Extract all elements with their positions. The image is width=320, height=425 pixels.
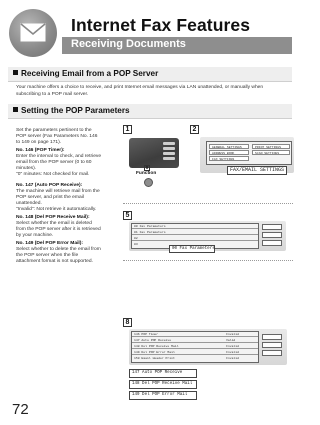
page-number: 72 (12, 401, 29, 418)
step-number: 8 (123, 318, 132, 327)
auto-pop-receive-callout[interactable]: 147 Auto POP Receive (129, 369, 197, 378)
step-number: 5 (123, 211, 132, 220)
lcd-row[interactable]: 146 POP Timer Invalid (132, 332, 258, 337)
lcd-row[interactable]: 148 Del POP Receive Mail Invalid (132, 344, 258, 349)
panel-button (163, 147, 175, 150)
lcd-softkey-button[interactable] (262, 350, 282, 356)
lcd-row[interactable]: 150 Email Header Print Invalid (134, 356, 239, 360)
function-key-label: Function (136, 171, 157, 176)
fax-email-settings-callout[interactable]: FAX/EMAIL SETTINGS (227, 166, 287, 175)
control-panel-image (129, 138, 179, 168)
del-pop-error-mail-callout[interactable]: 149 Del POP Error Mail (129, 391, 197, 400)
envelope-icon (9, 9, 57, 57)
bullet-square-icon (13, 107, 18, 112)
function-key-tag: 8 (145, 165, 149, 170)
fax-parameters-callout[interactable]: 00 Fax Parameters (169, 245, 215, 253)
panel-button (163, 152, 175, 155)
lcd-softkey-button[interactable] (262, 224, 282, 230)
lcd-menu-item[interactable]: ADDRESS BOOK (209, 150, 249, 155)
lcd-row[interactable]: 02 (132, 236, 258, 241)
step-divider (123, 203, 293, 204)
function-key-button[interactable] (144, 178, 153, 187)
del-pop-receive-mail-callout[interactable]: 148 Del POP Receive Mail (129, 380, 197, 389)
bullet-square-icon (13, 70, 18, 75)
section-heading-pop-parameters: Setting the POP Parameters (13, 106, 130, 115)
lcd-softkey-button[interactable] (262, 342, 282, 348)
lcd-screen (131, 331, 259, 363)
panel-button (163, 157, 175, 160)
parameter-149-block: No. 149 (Del POP Error Mail): Select whether to delete the email from the POP server when the file attachment format is not supported. (16, 241, 101, 264)
page-title: Internet Fax Features (71, 15, 251, 35)
lcd-menu-item[interactable]: FAX SETTINGS (209, 156, 249, 161)
parameter-146-block: No. 146 (POP Timer): Enter the interval to check, and retrieve email from the POP server (0 to 60 minutes). "0" minutes: Not checked for mail. (16, 148, 102, 177)
step-number: 1 (123, 125, 132, 134)
lcd-menu-item[interactable]: PRINT SETTINGS (252, 144, 290, 149)
lcd-screen (206, 141, 292, 165)
lcd-menu-item[interactable]: GENERAL SETTINGS (209, 144, 249, 149)
lcd-row[interactable]: 149 Del POP Error Mail Invalid (132, 350, 258, 355)
section-intro-text: Your machine offers a choice to receive, and print Internet email messages via LAN unattended, or manually when subscribing to a POP mail server. (16, 85, 264, 97)
lcd-row[interactable]: 03 (134, 242, 138, 246)
step-divider (123, 260, 293, 261)
lcd-row[interactable]: 01 Fax Parameters (132, 230, 258, 235)
page-subtitle: Receiving Documents (71, 37, 186, 50)
parameters-intro: Set the parameters pertinent to the POP server (Fax Parameters No. 146 to 149 on page 171). (16, 128, 98, 145)
lcd-row[interactable]: 00 Fax Parameters (132, 224, 258, 229)
lcd-menu-item[interactable]: SCAN SETTINGS (252, 150, 290, 155)
step-number: 2 (190, 125, 199, 134)
section-heading-receiving-email: Receiving Email from a POP Server (13, 69, 158, 78)
lcd-row[interactable]: 147 Auto POP Receive Valid (132, 338, 258, 343)
parameter-148-block: No. 148 (Del POP Receive Mail): Select whether the email is deleted from the POP server after it is retrieved by your machine. (16, 215, 101, 238)
lcd-softkey-button[interactable] (262, 334, 282, 340)
lcd-softkey-button[interactable] (262, 232, 282, 238)
lcd-softkey-button[interactable] (262, 240, 282, 246)
panel-button (163, 142, 175, 145)
parameter-147-block: No. 147 (Auto POP Receive): The machine will retrieve mail from the POP server, and print the email unattended. "Invalid": Not retrieve it automatically. (16, 183, 100, 212)
